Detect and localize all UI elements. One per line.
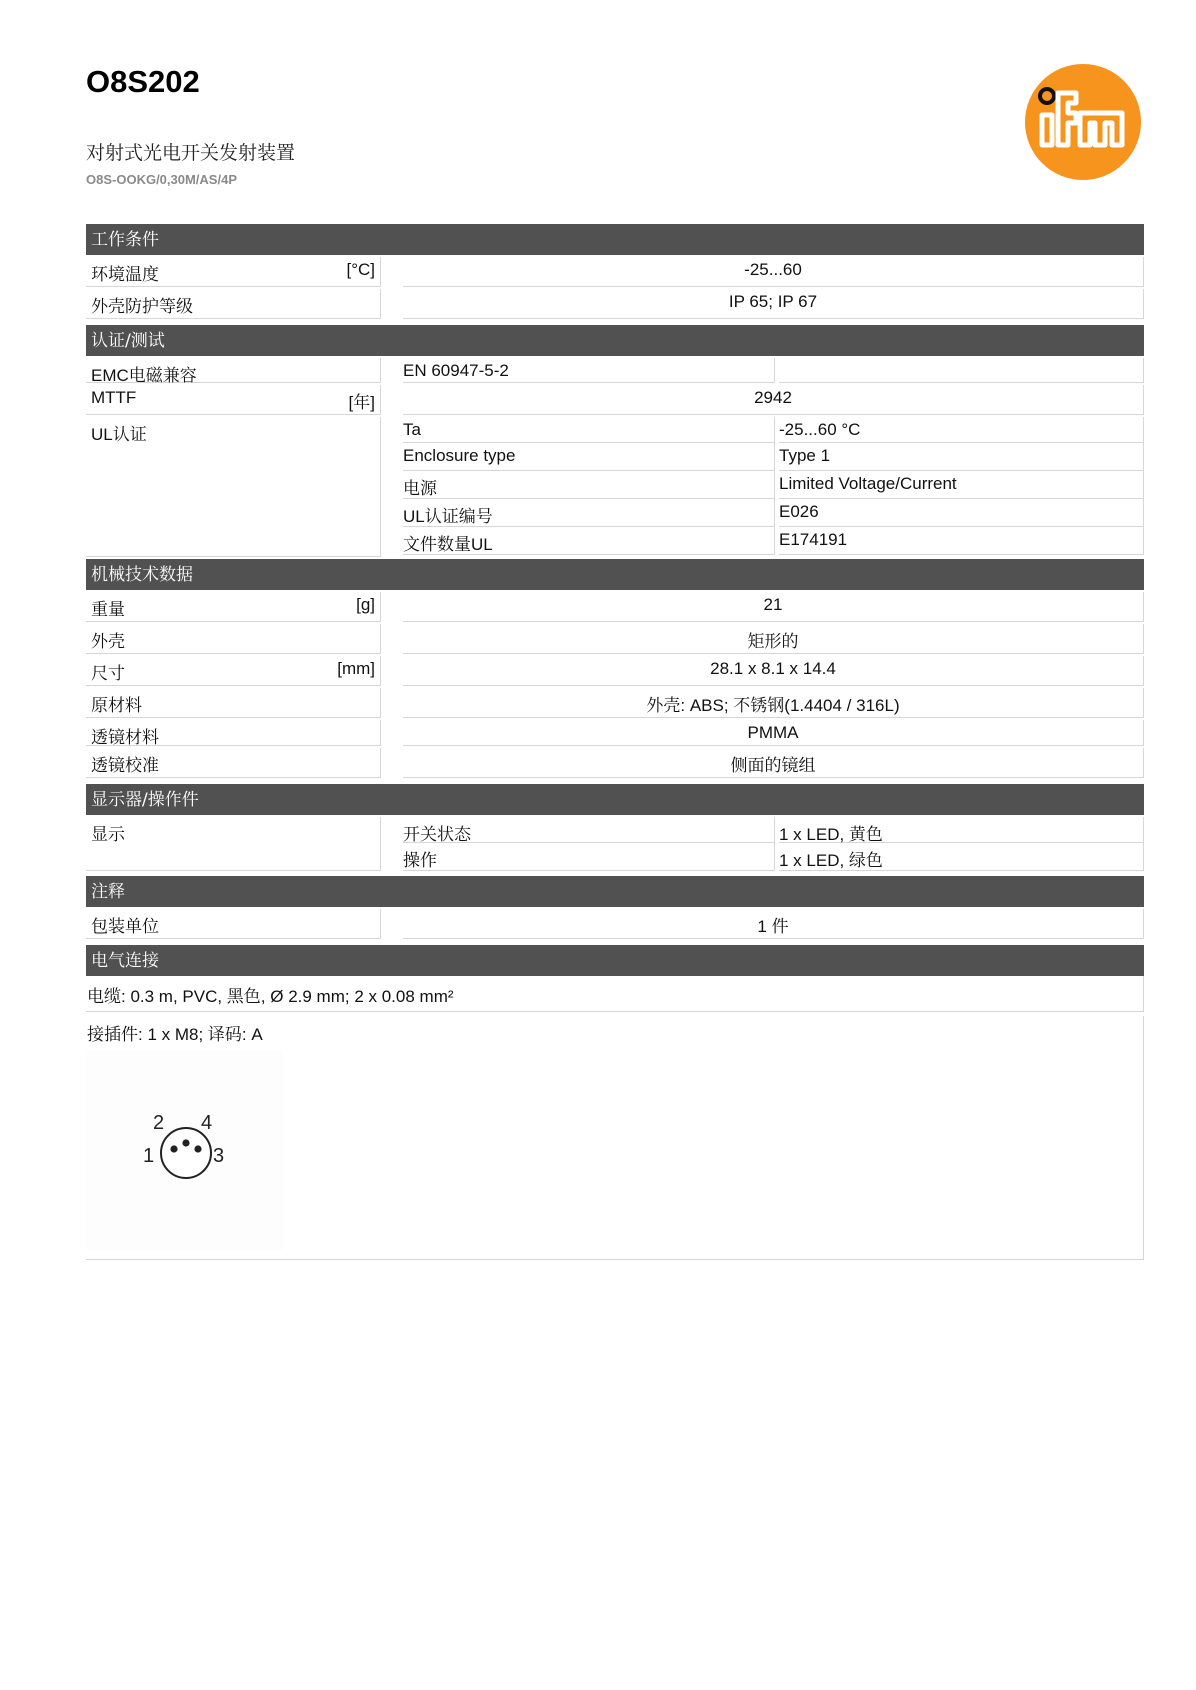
section-displays-operating-elements (86, 784, 1144, 871)
spec-row-materials (86, 688, 1144, 718)
spec-row-ambient-temperature (86, 257, 1144, 287)
spec-label: UL认证 (86, 417, 381, 557)
spec-row-ul-approval (86, 417, 1144, 557)
spec-unit: [°C] (346, 260, 375, 279)
section-header: 认证/测试 (86, 325, 1144, 356)
spec-row-display (86, 817, 1144, 871)
product-subtitle: 对射式光电开关发射装置 (86, 142, 296, 164)
spec-value: IP 65; IP 67 (403, 289, 1144, 319)
spec-row-mttf (86, 385, 1144, 415)
ifm-logo (1024, 63, 1142, 181)
connector-description: 接插件: 1 x M8; 译码: A (87, 1025, 263, 1044)
spec-unit: [mm] (337, 659, 375, 678)
spec-label: 透镜校准 (86, 748, 381, 778)
spec-row-packing-unit (86, 909, 1144, 939)
spec-label: 外壳防护等级 (86, 289, 381, 319)
spec-row-weight (86, 592, 1144, 622)
spec-row-protection-rating (86, 289, 1144, 319)
article-number: O8S-OOKG/0,30M/AS/4P (86, 172, 237, 187)
spec-value: 侧面的镜组 (403, 748, 1144, 778)
pin-label-1: 1 (143, 1145, 155, 1167)
spec-unit: [年] (348, 393, 375, 412)
spec-label: 显示 (86, 817, 381, 871)
section-header: 工作条件 (86, 224, 1144, 255)
spec-label: 外壳 (86, 624, 381, 654)
spec-row-lens-alignment (86, 748, 1144, 778)
ul-sub-table (403, 417, 1144, 557)
spec-row-dimensions (86, 656, 1144, 686)
spec-value: 28.1 x 8.1 x 14.4 (403, 656, 1144, 686)
section-header: 机械技术数据 (86, 559, 1144, 590)
spec-row-emc (86, 358, 1144, 383)
spec-unit: [g] (356, 595, 375, 614)
spec-label: EMC电磁兼容 (86, 358, 381, 383)
ul-row: Ta -25...60 °C (403, 417, 1144, 443)
spec-label: 重量 [g] (86, 592, 381, 622)
spec-label: 原材料 (86, 688, 381, 718)
spec-value: 外壳: ABS; 不锈钢(1.4404 / 316L) (403, 688, 1144, 718)
section-operating-conditions (86, 224, 1144, 319)
spec-label: 透镜材料 (86, 720, 381, 746)
cable-description: 电缆: 0.3 m, PVC, 黑色, Ø 2.9 mm; 2 x 0.08 mm² (86, 976, 1144, 1012)
pin-label-4: 4 (201, 1112, 213, 1134)
spec-value: EN 60947-5-2 (403, 358, 775, 383)
section-header: 注释 (86, 876, 1144, 907)
ul-row: 电源 Limited Voltage/Current (403, 471, 1144, 499)
spec-row-lens-material (86, 720, 1144, 746)
spec-row-housing (86, 624, 1144, 654)
display-row: 开关状态 1 x LED, 黄色 (403, 817, 1144, 843)
section-mechanical-data (86, 559, 1144, 778)
spec-value: 21 (403, 592, 1144, 622)
spec-value: 2942 (403, 385, 1144, 415)
spec-label: 包装单位 (86, 909, 381, 939)
spec-label: 尺寸 [mm] (86, 656, 381, 686)
pin-label-3: 3 (213, 1145, 225, 1167)
display-row: 操作 1 x LED, 绿色 (403, 843, 1144, 871)
pin-label-2: 2 (153, 1112, 165, 1134)
connector-pin-diagram (86, 1050, 283, 1250)
section-header: 电气连接 (86, 945, 1144, 976)
section-header: 显示器/操作件 (86, 784, 1144, 815)
spec-value: -25...60 (403, 257, 1144, 287)
section-electrical-connection (86, 945, 1144, 1260)
section-notes (86, 876, 1144, 939)
spec-label: 环境温度 [°C] (86, 257, 381, 287)
section-tests-approvals (86, 325, 1144, 557)
spec-value: 矩形的 (403, 624, 1144, 654)
ul-row: UL认证编号 E026 (403, 499, 1144, 527)
ul-row: Enclosure type Type 1 (403, 443, 1144, 471)
product-title: O8S202 (86, 64, 200, 99)
display-sub-table (403, 817, 1144, 871)
connector-block (86, 1016, 1144, 1260)
ul-row: 文件数量UL E174191 (403, 527, 1144, 555)
spec-value: 1 件 (403, 909, 1144, 939)
spec-label: MTTF [年] (86, 385, 381, 415)
spec-value: PMMA (403, 720, 1144, 746)
